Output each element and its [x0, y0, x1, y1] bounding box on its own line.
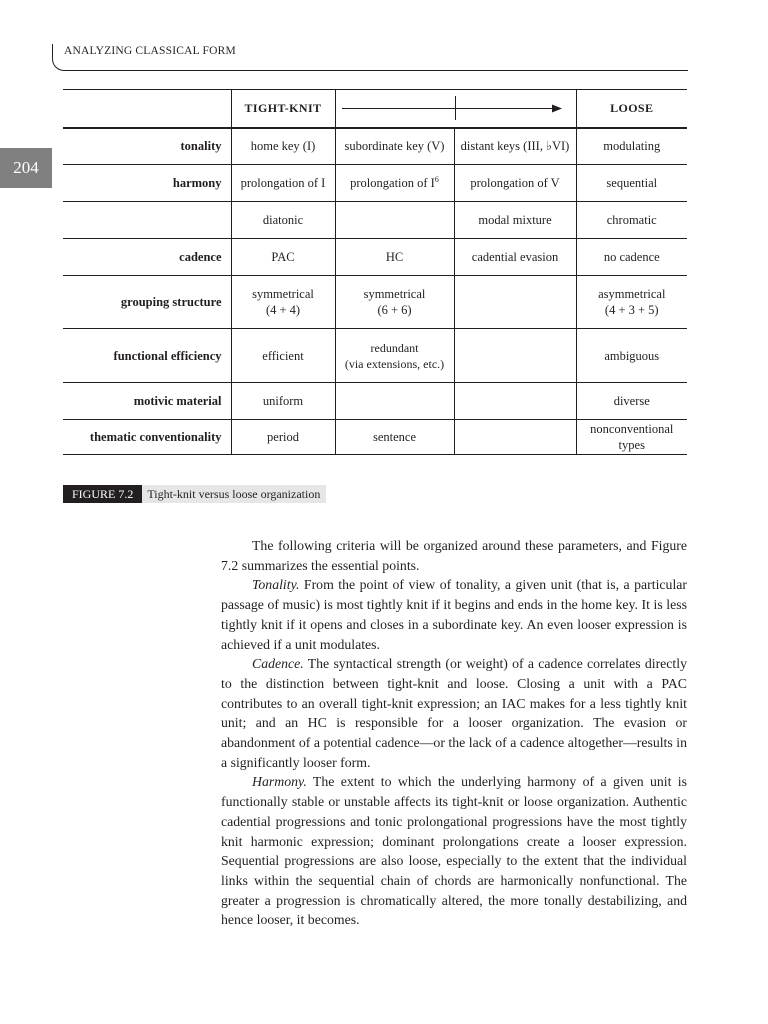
cell-line: types — [618, 438, 645, 452]
cell-line: nonconventional — [590, 422, 674, 436]
row-label-functional-efficiency: functional efficiency — [63, 329, 231, 383]
right-arrow-icon — [336, 96, 577, 120]
table-cell: diverse — [576, 383, 687, 420]
table-row — [63, 329, 687, 383]
table-cell — [335, 202, 454, 239]
running-head-rule — [65, 70, 688, 71]
table-cell: uniform — [231, 383, 335, 420]
row-label-empty — [63, 202, 231, 239]
figure-caption — [63, 485, 326, 503]
table-row — [63, 165, 687, 202]
cell-line: redundant — [370, 340, 419, 355]
table-cell — [576, 276, 687, 329]
row-label-thematic-conventionality: thematic conventionality — [63, 420, 231, 455]
row-label-cadence: cadence — [63, 239, 231, 276]
table-cell: efficient — [231, 329, 335, 383]
table-cell — [454, 329, 576, 383]
table-cell — [454, 276, 576, 329]
table-cell — [335, 165, 454, 202]
table-cell — [335, 329, 454, 383]
paragraph-heading: Tonality. — [252, 577, 300, 593]
table-cell: prolongation of V — [454, 165, 576, 202]
table-cell — [454, 420, 576, 455]
table-cell: PAC — [231, 239, 335, 276]
cell-line: (6 + 6) — [377, 303, 412, 317]
page-number: 204 — [0, 148, 52, 188]
table-cell — [335, 383, 454, 420]
cell-line: (4 + 3 + 5) — [604, 303, 659, 317]
table-cell: distant keys (III, ♭VI) — [454, 128, 576, 165]
table-cell: chromatic — [576, 202, 687, 239]
table-cell: sequential — [576, 165, 687, 202]
table-cell: cadential evasion — [454, 239, 576, 276]
table-row — [63, 276, 687, 329]
row-label-grouping-structure: grouping structure — [63, 276, 231, 329]
table-header-empty — [63, 90, 231, 128]
figure-caption-text: Tight-knit versus loose organization — [142, 485, 326, 503]
table-cell — [454, 383, 576, 420]
tight-to-loose-arrow-cell — [335, 90, 576, 128]
table-row — [63, 239, 687, 276]
figure-label: FIGURE 7.2 — [63, 485, 142, 503]
row-label-motivic-material: motivic material — [63, 383, 231, 420]
body-text — [221, 536, 687, 930]
superscript-six: 6 — [434, 174, 439, 184]
table-cell — [231, 276, 335, 329]
table-cell: no cadence — [576, 239, 687, 276]
table-header-row — [63, 90, 687, 128]
cell-text: prolongation of I — [350, 176, 435, 190]
paragraph — [221, 772, 687, 930]
cell-line: symmetrical — [363, 287, 426, 301]
cell-line: (via extensions, etc.) — [344, 356, 445, 371]
table-cell — [335, 276, 454, 329]
table-row — [63, 420, 687, 455]
column-header-tight-knit: TIGHT-KNIT — [231, 90, 335, 128]
running-head — [52, 44, 688, 71]
table-cell: home key (I) — [231, 128, 335, 165]
table-cell: ambiguous — [576, 329, 687, 383]
running-head-title: ANALYZING CLASSICAL FORM — [64, 45, 236, 57]
table-row — [63, 202, 687, 239]
table-row — [63, 383, 687, 420]
cell-line: symmetrical — [252, 287, 314, 301]
table-cell: modulating — [576, 128, 687, 165]
table-row — [63, 128, 687, 165]
table-cell: period — [231, 420, 335, 455]
paragraph-text: From the point of view of tonality, a given unit (that is, a particular passage of music) is most tightly knit if it begins and ends in the home key. It is less tightly knit if it opens and closes in a subordinate key. An even looser expression is achieved if a unit modulates. — [221, 577, 687, 652]
table-cell: sentence — [335, 420, 454, 455]
cell-line: asymmetrical — [598, 287, 666, 301]
cell-line: (4 + 4) — [265, 303, 301, 317]
paragraph-heading: Harmony. — [252, 774, 307, 790]
row-label-harmony: harmony — [63, 165, 231, 202]
table-cell — [576, 420, 687, 455]
paragraph — [221, 575, 687, 654]
paragraph: The following criteria will be organized around these parameters, and Figure 7.2 summarizes the essential points. — [221, 538, 687, 573]
column-header-loose: LOOSE — [576, 90, 687, 128]
paragraph-heading: Cadence. — [252, 656, 304, 672]
table-cell: subordinate key (V) — [335, 128, 454, 165]
paragraph-text: The syntactical strength (or weight) of a cadence correlates directly to the distinction between tight-knit and loose. Closing a unit with a PAC contributes to an overall tight-knit expression; an IAC makes for a less tightly knit unit; and an HC is responsible for a looser organization. The evasion or abandonment of a potential cadence—or the lack of a cadence altogether—results in a significantly looser form. — [221, 656, 687, 770]
table-cell: modal mixture — [454, 202, 576, 239]
table-cell: diatonic — [231, 202, 335, 239]
table-cell: HC — [335, 239, 454, 276]
paragraph — [221, 654, 687, 772]
table-cell: prolongation of I — [231, 165, 335, 202]
figure-table — [63, 89, 687, 455]
paragraph-text: The extent to which the underlying harmony of a given unit is functionally stable or unstable affects its tight-knit or loose organization. Authentic cadential progressions and tonic prolongational progressions have the most tightly knit harmonic expression; dominant prolongations create a looser expression. Sequential progressions are also loose, especially to the extent that the individual links within the sequential chain of chords are harmonically nonfunctional. The greater a progression is chromatically altered, the more tonally destabilizing, and hence looser, it becomes. — [221, 774, 687, 928]
row-label-tonality: tonality — [63, 128, 231, 165]
